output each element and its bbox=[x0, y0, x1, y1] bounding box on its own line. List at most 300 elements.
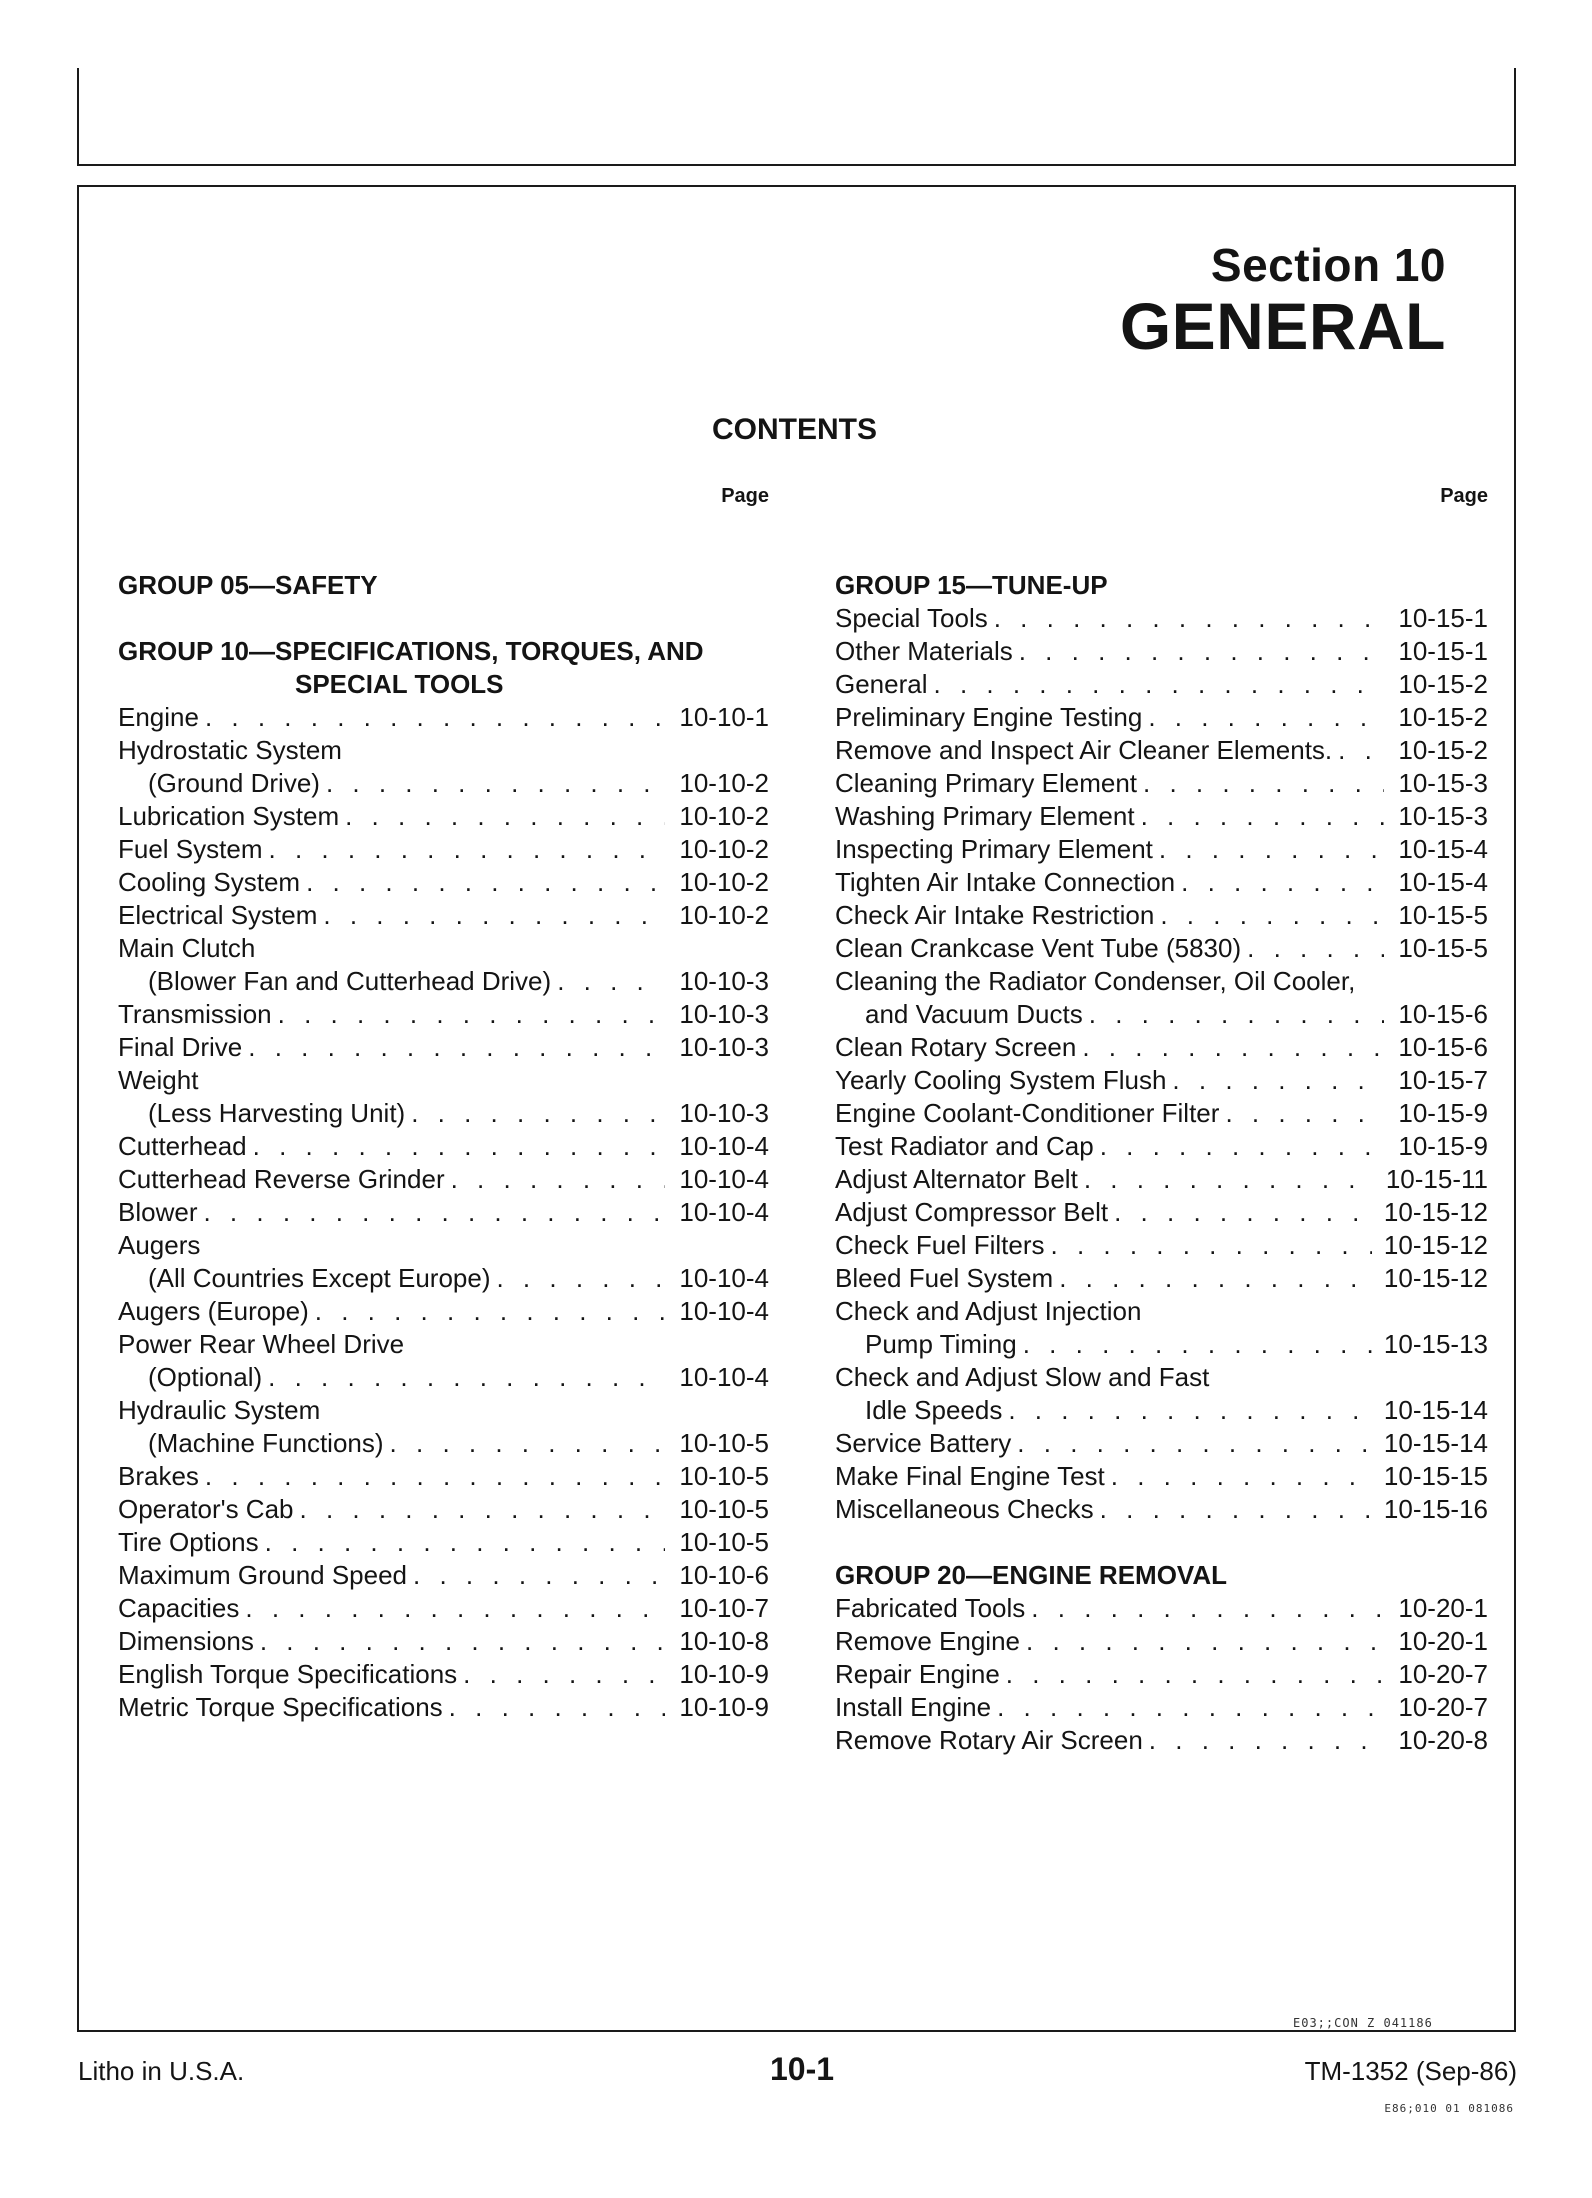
entry-page-number: 10-15-3 bbox=[1398, 801, 1488, 831]
toc-entry bbox=[118, 932, 769, 998]
entry-row bbox=[118, 1625, 769, 1658]
footer-print-note: Litho in U.S.A. bbox=[78, 2056, 245, 2086]
toc-group bbox=[118, 635, 769, 1724]
toc-entry bbox=[118, 1130, 769, 1163]
dot-leader bbox=[496, 1262, 665, 1295]
entry-label: (Less Harvesting Unit) bbox=[148, 1098, 406, 1128]
entry-page-number: 10-15-16 bbox=[1383, 1494, 1488, 1524]
entry-page-number: 10-10-3 bbox=[679, 966, 769, 996]
entry-label: English Torque Specifications bbox=[118, 1659, 458, 1689]
toc-entry bbox=[118, 1328, 769, 1394]
entry-label: Inspecting Primary Element bbox=[835, 834, 1153, 864]
entry-row bbox=[118, 1658, 769, 1691]
entry-label: Fuel System bbox=[118, 834, 263, 864]
entry-page-number: 10-10-2 bbox=[679, 768, 769, 798]
entry-lead-line: Hydraulic System bbox=[118, 1395, 321, 1425]
toc-entry bbox=[835, 833, 1488, 866]
entry-row bbox=[835, 1427, 1488, 1460]
entry-page-number: 10-15-12 bbox=[1383, 1230, 1488, 1260]
dot-leader bbox=[306, 866, 665, 899]
entry-row bbox=[118, 1592, 769, 1625]
contents-heading: CONTENTS bbox=[712, 413, 877, 446]
entry-label: Cooling System bbox=[118, 867, 301, 897]
entry-row bbox=[835, 734, 1488, 767]
entry-label: Dimensions bbox=[118, 1626, 254, 1656]
entry-label: Special Tools bbox=[835, 603, 988, 633]
dot-leader bbox=[997, 1691, 1384, 1724]
entry-row bbox=[118, 1691, 769, 1724]
toc-entry bbox=[835, 1361, 1488, 1427]
entry-page-number: 10-15-2 bbox=[1398, 669, 1488, 699]
entry-page-number: 10-15-4 bbox=[1398, 867, 1488, 897]
toc-entry bbox=[118, 701, 769, 734]
dot-leader bbox=[449, 1691, 665, 1724]
entry-label: Other Materials bbox=[835, 636, 1013, 666]
entry-row bbox=[835, 1196, 1488, 1229]
toc-entry bbox=[835, 1229, 1488, 1262]
entry-row bbox=[118, 1427, 769, 1460]
entry-row bbox=[118, 1163, 769, 1196]
entry-page-number: 10-10-4 bbox=[679, 1164, 769, 1194]
toc-entry bbox=[118, 1691, 769, 1724]
entry-lead-line: Check and Adjust Injection bbox=[835, 1296, 1142, 1326]
document-code-lower: E86;010 01 081086 bbox=[1384, 2102, 1514, 2115]
entry-label: Fabricated Tools bbox=[835, 1593, 1026, 1623]
page-column-label: Page bbox=[721, 485, 769, 507]
entry-lead-line: Power Rear Wheel Drive bbox=[118, 1329, 405, 1359]
dot-leader bbox=[1149, 1724, 1384, 1757]
entry-page-number: 10-15-12 bbox=[1383, 1263, 1488, 1293]
entry-label: Adjust Compressor Belt bbox=[835, 1197, 1109, 1227]
dot-leader bbox=[1111, 1460, 1372, 1493]
entry-page-number: 10-10-5 bbox=[679, 1527, 769, 1557]
entry-page-number: 10-15-6 bbox=[1398, 999, 1488, 1029]
entry-label: (All Countries Except Europe) bbox=[148, 1263, 491, 1293]
entry-row bbox=[835, 998, 1488, 1031]
top-horizontal-rule bbox=[77, 164, 1516, 166]
dot-leader bbox=[1100, 1493, 1372, 1526]
entry-lead-line: Main Clutch bbox=[118, 933, 256, 963]
entry-label: Washing Primary Element bbox=[835, 801, 1135, 831]
entry-lead-line: Weight bbox=[118, 1065, 199, 1095]
dot-leader bbox=[413, 1559, 665, 1592]
entry-row bbox=[118, 1097, 769, 1130]
group-title bbox=[835, 569, 1488, 602]
entry-label: (Machine Functions) bbox=[148, 1428, 384, 1458]
dot-leader bbox=[278, 998, 665, 1031]
contents-left-column bbox=[118, 480, 769, 1724]
entry-page-number: 10-20-1 bbox=[1398, 1593, 1488, 1623]
toc-entry bbox=[118, 800, 769, 833]
toc-entry bbox=[118, 998, 769, 1031]
toc-entry bbox=[835, 1064, 1488, 1097]
toc-entry bbox=[835, 899, 1488, 932]
entry-page-number: 10-10-2 bbox=[679, 867, 769, 897]
dot-leader bbox=[1019, 635, 1384, 668]
entry-row bbox=[118, 998, 769, 1031]
entry-label: Metric Torque Specifications bbox=[118, 1692, 443, 1722]
section-title: GENERAL bbox=[1119, 289, 1446, 363]
dot-leader bbox=[1006, 1658, 1384, 1691]
dot-leader bbox=[1008, 1394, 1372, 1427]
entry-label: (Optional) bbox=[148, 1362, 263, 1392]
entry-label: Electrical System bbox=[118, 900, 318, 930]
toc-entry bbox=[118, 1493, 769, 1526]
dot-leader bbox=[411, 1097, 665, 1130]
entry-page-number: 10-10-9 bbox=[679, 1692, 769, 1722]
toc-group bbox=[835, 1559, 1488, 1757]
entry-row bbox=[118, 1262, 769, 1295]
entry-row bbox=[118, 866, 769, 899]
toc-entry bbox=[835, 1592, 1488, 1625]
entry-row bbox=[835, 866, 1488, 899]
entry-label: Maximum Ground Speed bbox=[118, 1560, 408, 1590]
entry-label: Bleed Fuel System bbox=[835, 1263, 1054, 1293]
entry-page-number: 10-15-4 bbox=[1398, 834, 1488, 864]
dot-leader bbox=[390, 1427, 665, 1460]
dot-leader bbox=[1141, 800, 1384, 833]
entry-page-number: 10-10-3 bbox=[679, 1098, 769, 1128]
toc-entry bbox=[835, 800, 1488, 833]
dot-leader bbox=[205, 701, 665, 734]
entry-page-number: 10-15-6 bbox=[1398, 1032, 1488, 1062]
entry-lead-line: Hydrostatic System bbox=[118, 735, 342, 765]
entry-label: Pump Timing bbox=[865, 1329, 1017, 1359]
entry-row bbox=[835, 899, 1488, 932]
toc-group bbox=[835, 569, 1488, 1526]
entry-row bbox=[118, 701, 769, 734]
frame-bottom-rule bbox=[77, 2030, 1516, 2032]
dot-leader bbox=[1172, 1064, 1384, 1097]
toc-entry bbox=[118, 1394, 769, 1460]
toc-entry bbox=[835, 1460, 1488, 1493]
dot-leader bbox=[463, 1658, 665, 1691]
entry-row bbox=[118, 965, 769, 998]
toc-entry bbox=[118, 1658, 769, 1691]
entry-label: (Ground Drive) bbox=[148, 768, 320, 798]
entry-row bbox=[118, 767, 769, 800]
entry-label: and Vacuum Ducts bbox=[865, 999, 1083, 1029]
entry-label: Test Radiator and Cap bbox=[835, 1131, 1094, 1161]
toc-entry bbox=[118, 1196, 769, 1229]
dot-leader bbox=[1143, 767, 1384, 800]
entry-label: Brakes bbox=[118, 1461, 199, 1491]
toc-entry bbox=[835, 602, 1488, 635]
toc-group bbox=[118, 569, 769, 602]
document-code-upper: E03;;CON Z 041186 bbox=[1293, 2016, 1433, 2030]
entry-label: Yearly Cooling System Flush bbox=[835, 1065, 1167, 1095]
dot-leader bbox=[315, 1295, 665, 1328]
frame-left-rule bbox=[77, 185, 79, 2031]
entry-label: Engine bbox=[118, 702, 199, 732]
toc-entry bbox=[835, 1097, 1488, 1130]
group-title-line: GROUP 10—SPECIFICATIONS, TORQUES, AND bbox=[118, 636, 704, 666]
entry-page-number: 10-15-9 bbox=[1398, 1131, 1488, 1161]
toc-entry bbox=[835, 734, 1488, 767]
toc-entry bbox=[835, 635, 1488, 668]
toc-entry bbox=[835, 1625, 1488, 1658]
dot-leader bbox=[1181, 866, 1384, 899]
entry-page-number: 10-15-5 bbox=[1398, 900, 1488, 930]
group-title-line: SPECIAL TOOLS bbox=[295, 669, 504, 699]
entry-label: General bbox=[835, 669, 928, 699]
entry-page-number: 10-15-14 bbox=[1383, 1395, 1488, 1425]
entry-label: (Blower Fan and Cutterhead Drive) bbox=[148, 966, 552, 996]
entry-page-number: 10-10-3 bbox=[679, 999, 769, 1029]
entry-row bbox=[118, 800, 769, 833]
entry-label: Remove and Inspect Air Cleaner Elements. bbox=[835, 735, 1333, 765]
entry-page-number: 10-10-2 bbox=[679, 834, 769, 864]
entry-row bbox=[835, 1064, 1488, 1097]
entry-page-number: 10-15-12 bbox=[1383, 1197, 1488, 1227]
entry-label: Check Fuel Filters bbox=[835, 1230, 1045, 1260]
entry-label: Blower bbox=[118, 1197, 198, 1227]
dot-leader bbox=[203, 1196, 665, 1229]
entry-row bbox=[835, 1658, 1488, 1691]
entry-row bbox=[835, 932, 1488, 965]
entry-row bbox=[118, 1493, 769, 1526]
entry-label: Check Air Intake Restriction bbox=[835, 900, 1155, 930]
entry-row bbox=[118, 1559, 769, 1592]
entry-page-number: 10-20-7 bbox=[1398, 1692, 1488, 1722]
entry-page-number: 10-15-15 bbox=[1383, 1461, 1488, 1491]
entry-label: Final Drive bbox=[118, 1032, 243, 1062]
toc-entry bbox=[118, 1592, 769, 1625]
entry-row bbox=[118, 899, 769, 932]
entry-label: Capacities bbox=[118, 1593, 240, 1623]
dot-leader bbox=[1017, 1427, 1372, 1460]
dot-leader bbox=[260, 1625, 665, 1658]
entry-page-number: 10-15-1 bbox=[1398, 636, 1488, 666]
toc-entry bbox=[835, 1724, 1488, 1757]
entry-row bbox=[835, 701, 1488, 734]
contents-right-column bbox=[835, 480, 1488, 1757]
entry-row bbox=[835, 1493, 1488, 1526]
dot-leader bbox=[253, 1130, 665, 1163]
page-number: 10-1 bbox=[770, 2051, 835, 2087]
dot-leader bbox=[1247, 932, 1384, 965]
entry-page-number: 10-10-4 bbox=[679, 1197, 769, 1227]
entry-page-number: 10-10-5 bbox=[679, 1428, 769, 1458]
toc-entry bbox=[835, 1427, 1488, 1460]
entry-page-number: 10-20-7 bbox=[1398, 1659, 1488, 1689]
entry-label: Cutterhead Reverse Grinder bbox=[118, 1164, 445, 1194]
entry-page-number: 10-20-1 bbox=[1398, 1626, 1488, 1656]
group-title-line: GROUP 20—ENGINE REMOVAL bbox=[835, 1560, 1227, 1590]
entry-row bbox=[835, 668, 1488, 701]
entry-row bbox=[835, 1592, 1488, 1625]
dot-leader bbox=[1089, 998, 1384, 1031]
entry-row bbox=[835, 1460, 1488, 1493]
entry-row bbox=[118, 1031, 769, 1064]
group-title bbox=[118, 569, 769, 602]
toc-entry bbox=[835, 1163, 1488, 1196]
toc-entry bbox=[118, 1559, 769, 1592]
dot-leader bbox=[248, 1031, 665, 1064]
group-title bbox=[835, 1559, 1488, 1592]
toc-entry bbox=[835, 1658, 1488, 1691]
dot-leader bbox=[1051, 1229, 1372, 1262]
entry-label: Service Battery bbox=[835, 1428, 1012, 1458]
entry-row bbox=[118, 1295, 769, 1328]
entry-row bbox=[835, 1691, 1488, 1724]
entry-label: Augers (Europe) bbox=[118, 1296, 309, 1326]
entry-page-number: 10-15-13 bbox=[1383, 1329, 1488, 1359]
toc-entry bbox=[118, 1526, 769, 1559]
entry-page-number: 10-10-4 bbox=[679, 1131, 769, 1161]
toc-entry bbox=[835, 1295, 1488, 1361]
toc-entry bbox=[835, 1691, 1488, 1724]
frame-right-rule bbox=[1514, 185, 1516, 2031]
dot-leader bbox=[557, 965, 665, 998]
entry-page-number: 10-10-4 bbox=[679, 1296, 769, 1326]
entry-row bbox=[835, 602, 1488, 635]
top-right-vertical-rule bbox=[1514, 68, 1516, 165]
dot-leader bbox=[1082, 1031, 1384, 1064]
toc-entry bbox=[118, 1064, 769, 1130]
entry-row bbox=[118, 1361, 769, 1394]
dot-leader bbox=[1084, 1163, 1374, 1196]
entry-label: Cutterhead bbox=[118, 1131, 247, 1161]
group-title-line: GROUP 05—SAFETY bbox=[118, 570, 378, 600]
toc-entry bbox=[118, 1625, 769, 1658]
entry-page-number: 10-15-2 bbox=[1398, 735, 1488, 765]
entry-row bbox=[835, 1724, 1488, 1757]
entry-page-number: 10-15-2 bbox=[1398, 702, 1488, 732]
entry-page-number: 10-15-11 bbox=[1385, 1164, 1488, 1194]
entry-label: Engine Coolant-Conditioner Filter bbox=[835, 1098, 1220, 1128]
entry-label: Idle Speeds bbox=[865, 1395, 1003, 1425]
entry-row bbox=[835, 1262, 1488, 1295]
dot-leader bbox=[345, 800, 665, 833]
dot-leader bbox=[1114, 1196, 1372, 1229]
toc-entry bbox=[118, 866, 769, 899]
entry-page-number: 10-10-4 bbox=[679, 1263, 769, 1293]
entry-page-number: 10-10-4 bbox=[679, 1362, 769, 1392]
dot-leader bbox=[1159, 833, 1384, 866]
entry-page-number: 10-10-2 bbox=[679, 900, 769, 930]
entry-page-number: 10-10-5 bbox=[679, 1494, 769, 1524]
entry-label: Preliminary Engine Testing bbox=[835, 702, 1143, 732]
dot-leader bbox=[934, 668, 1385, 701]
dot-leader bbox=[1059, 1262, 1372, 1295]
entry-page-number: 10-10-8 bbox=[679, 1626, 769, 1656]
dot-leader bbox=[1338, 734, 1384, 767]
toc-entry bbox=[118, 1460, 769, 1493]
dot-leader bbox=[1225, 1097, 1384, 1130]
entry-row bbox=[118, 1130, 769, 1163]
dot-leader bbox=[1031, 1592, 1384, 1625]
toc-entry bbox=[118, 1229, 769, 1295]
entry-label: Transmission bbox=[118, 999, 272, 1029]
entry-label: Remove Rotary Air Screen bbox=[835, 1725, 1143, 1755]
dot-leader bbox=[1160, 899, 1384, 932]
entry-row bbox=[118, 1196, 769, 1229]
entry-page-number: 10-10-7 bbox=[679, 1593, 769, 1623]
entry-row bbox=[118, 1526, 769, 1559]
top-left-vertical-rule bbox=[77, 68, 79, 165]
left-groups bbox=[118, 569, 769, 1724]
toc-entry bbox=[835, 668, 1488, 701]
entry-row bbox=[835, 1097, 1488, 1130]
toc-entry bbox=[835, 767, 1488, 800]
dot-leader bbox=[994, 602, 1384, 635]
entry-page-number: 10-15-7 bbox=[1398, 1065, 1488, 1095]
dot-leader bbox=[265, 1526, 665, 1559]
dot-leader bbox=[300, 1493, 666, 1526]
dot-leader bbox=[205, 1460, 665, 1493]
entry-page-number: 10-10-6 bbox=[679, 1560, 769, 1590]
toc-entry bbox=[118, 1031, 769, 1064]
entry-label: Miscellaneous Checks bbox=[835, 1494, 1094, 1524]
entry-page-number: 10-10-5 bbox=[679, 1461, 769, 1491]
toc-entry bbox=[835, 1493, 1488, 1526]
entry-page-number: 10-10-2 bbox=[679, 801, 769, 831]
dot-leader bbox=[1100, 1130, 1384, 1163]
dot-leader bbox=[268, 1361, 665, 1394]
entry-row bbox=[835, 1163, 1488, 1196]
entry-label: Adjust Alternator Belt bbox=[835, 1164, 1078, 1194]
entry-page-number: 10-15-9 bbox=[1398, 1098, 1488, 1128]
entry-label: Tighten Air Intake Connection bbox=[835, 867, 1176, 897]
entry-page-number: 10-10-1 bbox=[679, 702, 769, 732]
entry-page-number: 10-15-5 bbox=[1398, 933, 1488, 963]
entry-row bbox=[835, 1328, 1488, 1361]
entry-page-number: 10-15-3 bbox=[1398, 768, 1488, 798]
entry-lead-line: Augers bbox=[118, 1230, 201, 1260]
entry-row bbox=[835, 800, 1488, 833]
toc-entry bbox=[118, 734, 769, 800]
toc-entry bbox=[835, 701, 1488, 734]
entry-label: Lubrication System bbox=[118, 801, 340, 831]
toc-entry bbox=[835, 932, 1488, 965]
right-groups bbox=[835, 569, 1488, 1757]
entry-row bbox=[835, 1229, 1488, 1262]
toc-entry bbox=[835, 965, 1488, 1031]
toc-entry bbox=[835, 1031, 1488, 1064]
dot-leader bbox=[269, 833, 666, 866]
toc-entry bbox=[118, 1163, 769, 1196]
entry-label: Install Engine bbox=[835, 1692, 992, 1722]
dot-leader bbox=[326, 767, 665, 800]
entry-label: Repair Engine bbox=[835, 1659, 1000, 1689]
manual-id: TM-1352 (Sep-86) bbox=[1304, 2056, 1517, 2086]
toc-entry bbox=[835, 1130, 1488, 1163]
entry-page-number: 10-20-8 bbox=[1398, 1725, 1488, 1755]
dot-leader bbox=[245, 1592, 665, 1625]
entry-label: Operator's Cab bbox=[118, 1494, 294, 1524]
entry-page-number: 10-10-9 bbox=[679, 1659, 769, 1689]
entry-label: Tire Options bbox=[118, 1527, 259, 1557]
dot-leader bbox=[1148, 701, 1384, 734]
entry-row bbox=[835, 833, 1488, 866]
entry-row bbox=[835, 767, 1488, 800]
frame-top-rule bbox=[77, 185, 1516, 187]
entry-row bbox=[118, 1460, 769, 1493]
entry-row bbox=[118, 833, 769, 866]
page-column-label: Page bbox=[1440, 485, 1488, 507]
entry-row bbox=[835, 1394, 1488, 1427]
entry-lead-line: Cleaning the Radiator Condenser, Oil Cooler, bbox=[835, 966, 1356, 996]
toc-entry bbox=[118, 899, 769, 932]
entry-row bbox=[835, 1130, 1488, 1163]
entry-page-number: 10-15-14 bbox=[1383, 1428, 1488, 1458]
entry-row bbox=[835, 1625, 1488, 1658]
section-label: Section 10 bbox=[1210, 239, 1446, 291]
entry-lead-line: Check and Adjust Slow and Fast bbox=[835, 1362, 1210, 1392]
entry-label: Clean Crankcase Vent Tube (5830) bbox=[835, 933, 1242, 963]
group-title-line: GROUP 15—TUNE-UP bbox=[835, 570, 1108, 600]
